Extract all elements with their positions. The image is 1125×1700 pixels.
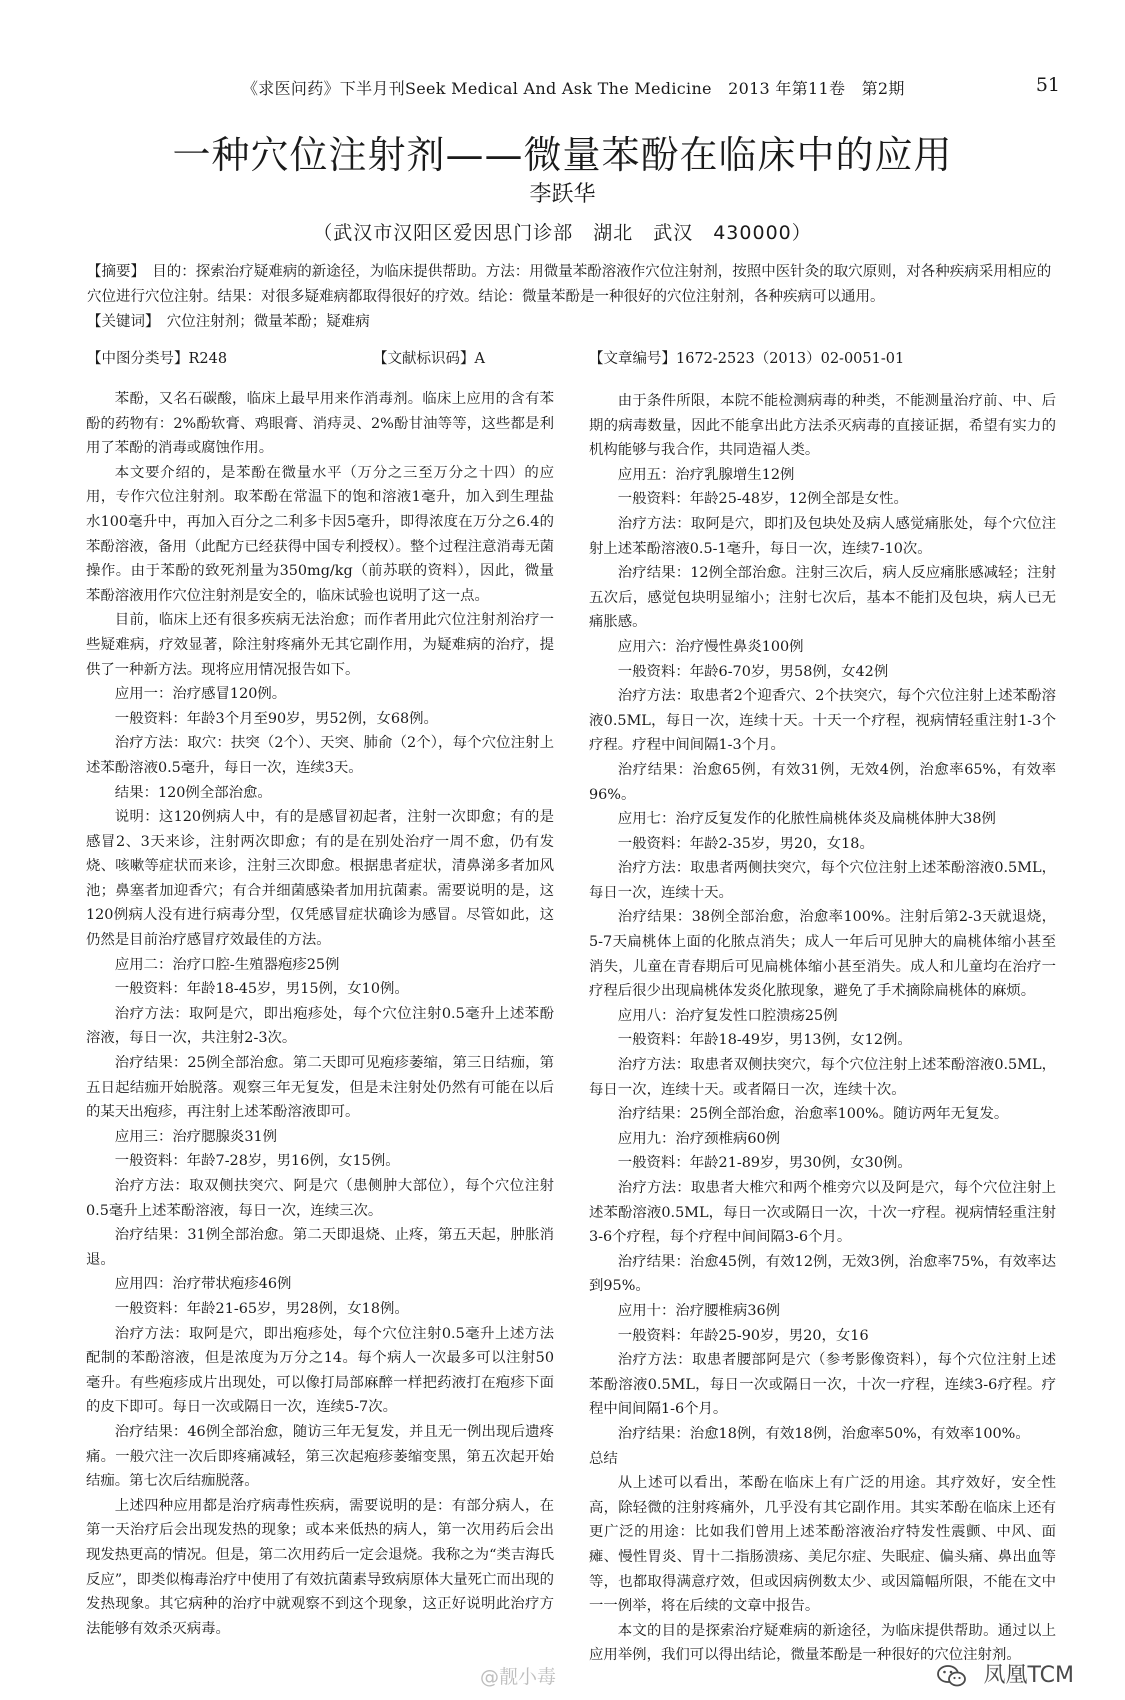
- paragraph: 应用七：治疗反复发作的化脓性扁桃体炎及扁桃体肿大38例: [617, 811, 996, 828]
- paragraph: 治疗方法：取患者2个迎香穴、2个扶突穴，每个穴位注射上述苯酚溶液0.5ML，每日一次，连续十天。十天一个疗程，视病情轻重注射1-3个疗程。疗程中间间隔1-3个月。: [589, 688, 1056, 754]
- paragraph: 一般资料：年龄6-70岁，男58例，女42例: [617, 663, 889, 680]
- clc-number: 【中图分类号】R248: [87, 351, 228, 367]
- paragraph: 治疗结果：治愈65例，有效31例，无效4例，治愈率65%，有效率96%。: [589, 761, 1056, 803]
- paragraph: 治疗结果：治愈18例，有效18例，治愈率50%，有效率100%。: [617, 1425, 1030, 1442]
- affiliation: （武汉市汉阳区爱因思门诊部 湖北 武汉 430000）: [313, 222, 812, 244]
- paragraph: 应用一：治疗感冒120例。: [114, 686, 287, 703]
- paragraph: 一般资料：年龄25-48岁，12例全部是女性。: [617, 491, 908, 508]
- paragraph: 治疗方法：取患者双侧扶突穴，每个穴位注射上述苯酚溶液0.5ML，每日一次，连续十天。或者隔日一次，连续十次。: [589, 1057, 1056, 1098]
- weibo-watermark: @靓小毒: [480, 1666, 557, 1688]
- paragraph: 治疗结果：38例全部治愈，治愈率100%。注射后第2-3天就退烧，5-7天扁桃体上面的化脓点消失；成人一年后可见肿大的扁桃体缩小甚至消失，儿童在青春期后可见扁桃体缩小甚至消失。成人和儿童均在治疗一疗程后很少出现扁桃体发炎化脓现象，避免了手术摘除扁桃体的麻烦。: [589, 909, 1056, 1000]
- paragraph: 应用九：治疗颈椎病60例: [617, 1130, 781, 1147]
- wechat-watermark-text: 凤凰TCM: [983, 1663, 1074, 1688]
- paragraph: 应用八：治疗复发性口腔溃疡25例: [617, 1007, 838, 1024]
- paragraph: 一般资料：年龄2-35岁，男20，女18。: [617, 835, 874, 852]
- paragraph: 治疗结果：治愈45例，有效12例，无效3例，治愈率75%，有效率达到95%。: [589, 1253, 1056, 1295]
- paragraph: 一般资料：年龄21-65岁，男28例，女18例。: [114, 1300, 409, 1317]
- paragraph: 一般资料：年龄21-89岁，男30例，女30例。: [617, 1155, 912, 1172]
- paragraph: 治疗结果：12例全部治愈。注射三次后，病人反应痛胀感减轻；注射五次后，感觉包块明显缩小；注射七次后，基本不能扪及包块，病人已无痛胀感。: [589, 565, 1056, 631]
- paragraph: 治疗结果：25例全部治愈。第二天即可见疱疹萎缩，第三日结痂，第五日起结痂开始脱落。观察三年无复发，但是未注射处仍然有可能在以后的某天出疱疹，再注射上述苯酚溶液即可。: [86, 1055, 554, 1121]
- keywords: 【关键词】 穴位注射剂；微量苯酚；疑难病: [87, 314, 370, 330]
- paragraph: 一般资料：年龄7-28岁，男16例，女15例。: [114, 1153, 400, 1170]
- paragraph: 治疗方法：取患者两侧扶突穴，每个穴位注射上述苯酚溶液0.5ML，每日一次，连续十天。: [589, 860, 1056, 901]
- paragraph: 从上述可以看出，苯酚在临床上有广泛的用途。其疗效好，安全性高，除轻微的注射疼痛外，几乎没有其它副作用。其实苯酚在临床上还有更广泛的用途：比如我们曾用上述苯酚溶液治疗特发性震颤、中风、面瘫、慢性胃炎、胃十二指肠溃疡、美尼尔症、失眠症、偏头痛、鼻出血等等，也都取得满意疗效，但或因病例数太少、或因篇幅所限，不能在文中一一例举，将在后续的文章中报告。: [589, 1475, 1056, 1615]
- paragraph: 应用三：治疗腮腺炎31例: [114, 1128, 278, 1145]
- paragraph: 本文要介绍的，是苯酚在微量水平（万分之三至万分之十四）的应用，专作穴位注射剂。取苯酚在常温下的饱和溶液1毫升，加入到生理盐水100毫升中，再加入百分之二利多卡因5毫升，即得浓度在万分之6.4的苯酚溶液，备用（此配方已经获得中国专利授权）。整个过程注意消毒无菌操作。由于苯酚的致死剂量为350mg/kg（前苏联的资料），因此，微量苯酚溶液用作穴位注射剂是安全的，临床试验也说明了这一点。: [86, 464, 554, 604]
- paragraph: 上述四种应用都是治疗病毒性疾病，需要说明的是：有部分病人，在第一天治疗后会出现发热的现象；或本来低热的病人，第一次用药后会出现发热更高的情况。但是，第二次用药后一定会退烧。我称之为“类吉海氏反应”，即类似梅毒治疗中使用了有效抗菌素导致病原体大量死亡而出现的发热现象。其它病种的治疗中就观察不到这个现象，这正好说明此治疗方法能够有效杀灭病毒。: [86, 1497, 554, 1637]
- article-title: 一种穴位注射剂——微量苯酚在临床中的应用: [172, 133, 953, 177]
- running-header: [70, 76, 1060, 104]
- author-name: 李跃华: [529, 182, 596, 207]
- paragraph: 治疗方法：取患者大椎穴和两个椎旁穴以及阿是穴，每个穴位注射上述苯酚溶液0.5ML，每日一次或隔日一次，十次一疗程。视病情轻重注射3-6个疗程，每个疗程中间间隔3-6个月。: [589, 1180, 1056, 1246]
- paragraph: 一般资料：年龄18-49岁，男13例，女12例。: [617, 1032, 912, 1049]
- paragraph: 应用六：治疗慢性鼻炎100例: [617, 638, 804, 655]
- paragraph: 目前，临床上还有很多疾病无法治愈；而作者用此穴位注射剂治疗一些疑难病，疗效显著，除注射疼痛外无其它副作用，为疑难病的治疗，提供了一种新方法。现将应用情况报告如下。: [86, 612, 554, 678]
- paragraph: 说明：这120例病人中，有的是感冒初起者，注射一次即愈；有的是感冒2、3天来诊，注射两次即愈；有的是在别处治疗一周不愈，仍有发烧、咳嗽等症状而来诊，注射三次即愈。根据患者症状，清鼻涕多者加风池；鼻塞者加迎香穴；有合并细菌感染者加用抗菌素。需要说明的是，这120例病人没有进行病毒分型，仅凭感冒症状确诊为感冒。尽管如此，这仍然是目前治疗感冒疗效最佳的方法。: [86, 809, 554, 949]
- paragraph: 一般资料：年龄25-90岁，男20，女16: [617, 1327, 869, 1344]
- watermark-footer: [480, 1654, 1100, 1694]
- paragraph: 一般资料：年龄18-45岁，男15例，女10例。: [114, 981, 409, 998]
- document-code: 【文献标识码】A: [373, 351, 485, 367]
- paragraph: 应用五：治疗乳腺增生12例: [617, 466, 795, 483]
- page-number: 51: [1035, 74, 1060, 96]
- paragraph: 治疗结果：46例全部治愈，随访三年无复发，并且无一例出现后遗疼痛。一般穴注一次后即疼痛减轻，第三次起疱疹萎缩变黑，第五次起开始结痂。第七次后结痂脱落。: [86, 1423, 554, 1490]
- paragraph: 应用四：治疗带状疱疹46例: [114, 1276, 292, 1293]
- paragraph: 苯酚，又名石碳酸，临床上最早用来作消毒剂。临床上应用的含有苯酚的药物有：2%酚软膏、鸡眼膏、消痔灵、2%酚甘油等等，这些都是利用了苯酚的消毒或腐蚀作用。: [86, 391, 554, 457]
- paragraph: 应用十：治疗腰椎病36例: [617, 1302, 781, 1319]
- paragraph: 总结: [589, 1450, 618, 1467]
- wechat-watermark: [937, 1658, 1075, 1689]
- wechat-icon: [937, 1664, 967, 1688]
- left-column: [86, 387, 554, 1641]
- paragraph: 治疗方法：取穴：扶突（2个）、天突、肺俞（2个），每个穴位注射上述苯酚溶液0.5毫升，每日一次，连续3天。: [86, 735, 554, 776]
- right-column: [589, 389, 1056, 1668]
- paragraph: 治疗方法：取阿是穴，即出疱疹处，每个穴位注射0.5毫升上述方法配制的苯酚溶液，但是浓度为万分之14。每个病人一次最多可以注射50毫升。有些疱疹成片出现处，可以像打局部麻醉一样把药液打在疱疹下面的皮下即可。每日一次或隔日一次，连续5-7次。: [86, 1325, 554, 1416]
- paragraph: 治疗方法：取阿是穴，即扪及包块处及病人感觉痛胀处，每个穴位注射上述苯酚溶液0.5-1毫升，每日一次，连续7-10次。: [589, 515, 1056, 557]
- paragraph: 治疗结果：31例全部治愈。第二天即退烧、止疼，第五天起，肿胀消退。: [86, 1227, 554, 1268]
- abstract: 【摘要】 目的：探索治疗疑难病的新途径，为临床提供帮助。方法：用微量苯酚溶液作穴位注射剂，按照中医针灸的取穴原则，对各种疾病采用相应的穴位进行穴位注射。结果：对很多疑难病都取得很好的疗效。结论：微量苯酚是一种很好的穴位注射剂，各种疾病可以通用。: [87, 264, 1052, 305]
- paragraph: 本文的目的是探索治疗疑难病的新途径，为临床提供帮助。通过以上应用举例，我们可以得出结论，微量苯酚是一种很好的穴位注射剂。: [589, 1622, 1056, 1664]
- paragraph: 治疗方法：取双侧扶突穴、阿是穴（患侧肿大部位），每个穴位注射0.5毫升上述苯酚溶液，每日一次，连续三次。: [86, 1178, 554, 1219]
- journal-header: 《求医问药》下半月刊Seek Medical And Ask The Medicine 2013 年第11卷 第2期: [242, 79, 905, 98]
- paragraph: 治疗方法：取患者腰部阿是穴（参考影像资料），每个穴位注射上述苯酚溶液0.5ML，每日一次或隔日一次，十次一疗程，连续3-6疗程。疗程中间间隔1-6个月。: [589, 1352, 1056, 1418]
- paragraph: 由于条件所限，本院不能检测病毒的种类，不能测量治疗前、中、后期的病毒数量，因此不能拿出此方法杀灭病毒的直接证据，希望有实力的机构能够与我合作，共同造福人类。: [589, 393, 1056, 459]
- article-number: 【文章编号】1672-2523（2013）02-0051-01: [589, 351, 905, 367]
- paragraph: 应用二：治疗口腔-生殖器疱疹25例: [114, 956, 340, 973]
- paragraph: 治疗方法：取阿是穴，即出疱疹处，每个穴位注射0.5毫升上述苯酚溶液，每日一次，共注射2-3次。: [86, 1005, 554, 1047]
- paragraph: 治疗结果：25例全部治愈，治愈率100%。随访两年无复发。: [617, 1106, 1009, 1123]
- paragraph: 一般资料：年龄3个月至90岁，男52例，女68例。: [114, 710, 438, 727]
- paragraph: 结果：120例全部治愈。: [114, 784, 272, 801]
